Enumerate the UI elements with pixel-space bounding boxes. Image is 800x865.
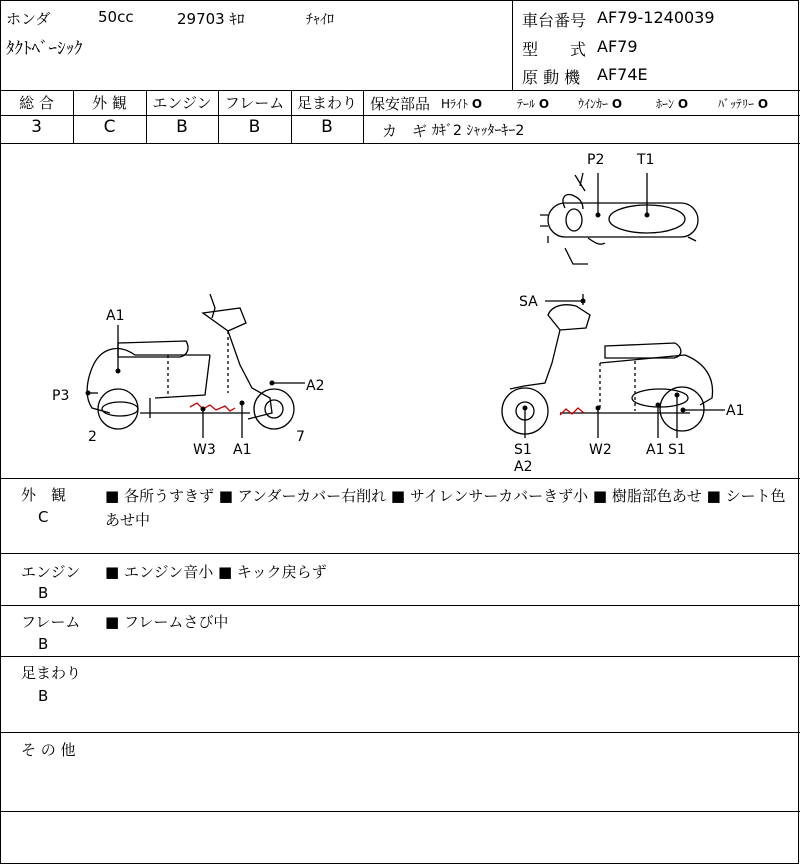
note-engine-grade: B [38,584,49,602]
label-left-7: 7 [296,429,305,445]
notes-rule [0,553,800,554]
color: ﾁｬｲﾛ [306,12,334,28]
rating-header-overall: 総 合 [19,94,54,112]
header-bottom-rule [0,90,800,91]
damage-diagram [0,143,800,478]
rating-header-engine: エンジン [152,94,212,112]
notes-rule [0,656,800,657]
note-frame-grade: B [38,635,49,653]
rating-header-suspension: 足まわり [296,94,357,112]
displacement: 50cc [98,8,134,26]
grid-line [0,115,800,116]
safety-item-tail: ﾃｰﾙ O [517,97,550,111]
engine-label: 原 動 機 [522,68,581,87]
leader-lines [88,173,725,438]
type-label: 型 式 [522,40,587,59]
note-frame-label: フレーム [21,613,81,631]
rating-overall: 3 [31,117,42,137]
rating-engine: B [176,117,188,137]
note-engine-label: エンジン [21,563,81,581]
header-divider [512,0,513,90]
key-label: カ ギ [382,122,428,140]
label-right-s1-bottom: S1 [668,442,686,458]
label-top-t1: T1 [637,152,655,168]
note-exterior-grade: C [38,508,49,526]
label-right-s1: S1 [514,442,532,458]
note-frame-text: ■ フレームさび中 [105,613,229,631]
key-value: ｶｷﾞ2 ｼｬｯﾀｰｷｰ2 [432,123,525,139]
rating-frame: B [248,117,261,137]
notes-rule [0,605,800,606]
diagram-bottom-rule [0,478,800,479]
top-view-scooter [540,173,698,264]
rating-header-exterior: 外 観 [92,94,127,112]
type-value: AF79 [597,37,638,56]
note-exterior-text: ■ 各所うすきず ■ アンダーカバー右削れ ■ サイレンサーカバーきず小 ■ 樹脂部色あせ ■ シート色あせ中 [105,487,786,529]
note-suspension-grade: B [38,687,49,705]
rating-exterior: C [103,117,116,137]
label-left-w3: W3 [193,442,216,458]
safety-item-horn: ﾎｰﾝ O [656,97,689,111]
right-side-scooter [502,294,713,434]
note-engine-text: ■ エンジン音小 ■ キック戻らず [105,563,327,581]
safety-item-winker: ｳｲﾝｶｰ O [578,97,623,111]
label-left-a1-bottom: A1 [233,442,252,458]
maker: ホンダ [6,10,51,28]
safety-item-headlight: Hﾗｲﾄ O [441,97,483,111]
label-right-a1: A1 [726,403,745,419]
engine-value: AF74E [597,65,648,84]
label-right-a2: A2 [514,459,533,475]
label-left-a2: A2 [306,378,325,394]
label-top-p2: P2 [587,152,605,168]
label-right-sa: SA [519,294,538,310]
rating-suspension: B [321,117,333,137]
label-right-a1-bottom: A1 [646,442,665,458]
grid-line [363,90,364,143]
notes-rule [0,811,800,812]
safety-label: 保安部品 [370,95,431,113]
frame-no-value: AF79-1240039 [597,8,715,27]
rating-header-frame: フレーム [224,94,285,112]
label-right-w2: W2 [589,442,612,458]
safety-item-battery: ﾊﾞｯﾃﾘｰ O [718,97,769,111]
label-left-2: 2 [88,429,97,445]
frame-no-label: 車台番号 [522,11,587,30]
note-exterior-label: 外 観 [21,486,67,504]
note-suspension-label: 足まわり [21,664,82,682]
label-left-p3: P3 [52,388,70,404]
notes-rule [0,732,800,733]
label-left-a1-top: A1 [106,308,125,324]
note-other-label: そ の 他 [21,741,76,759]
mileage: 29703 ｷﾛ [177,10,245,28]
model-name: ﾀｸﾄﾍﾞｰｼｯｸ [6,39,83,59]
